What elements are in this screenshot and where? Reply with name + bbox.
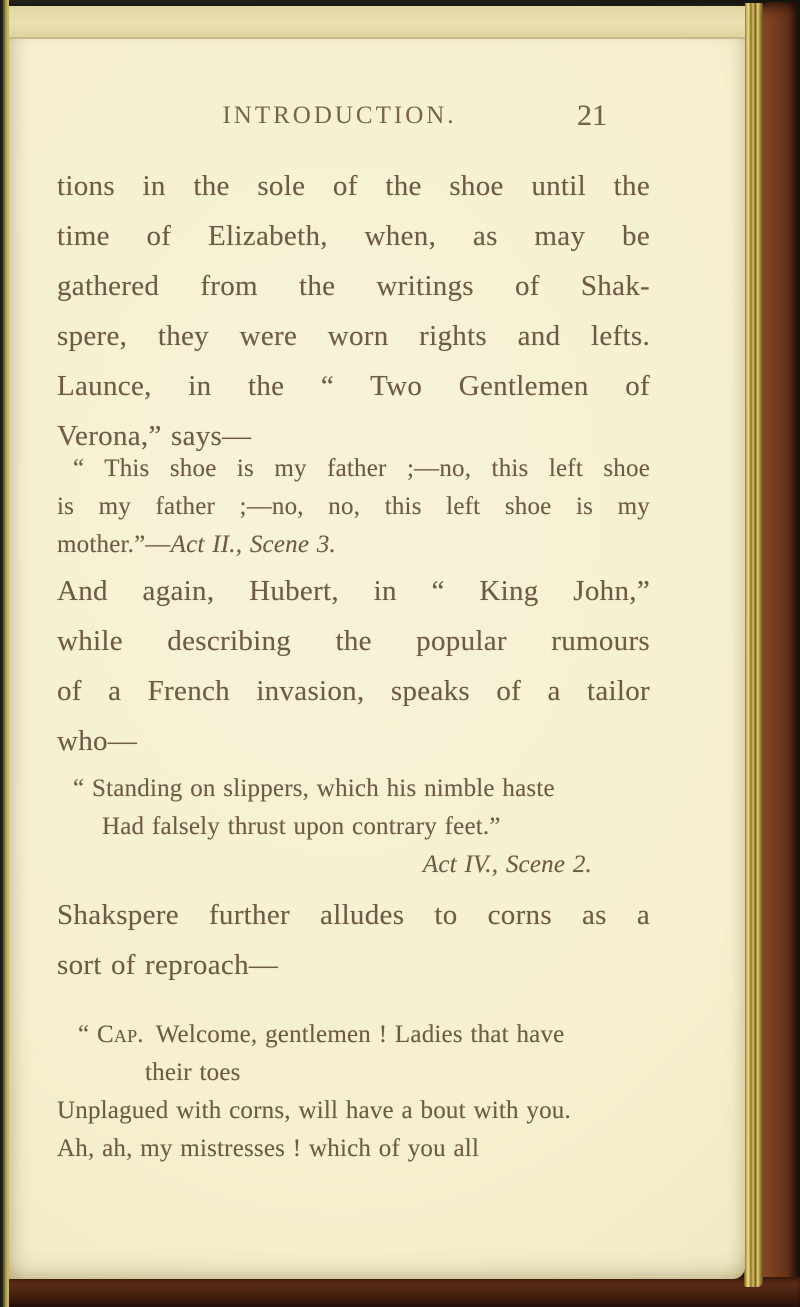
- text-line: [57, 526, 650, 564]
- text-line: Verona,” says—: [57, 420, 252, 452]
- text-line: And again, Hubert, in “ King John,”: [57, 575, 650, 607]
- open-quote: “: [78, 1021, 97, 1048]
- text-line: Shakspere further alludes to corns as a: [57, 899, 650, 931]
- act-scene-citation: Act IV., Scene 2.: [422, 851, 592, 878]
- paragraph-3: [57, 890, 650, 990]
- text-line: Launce, in the “ Two Gentlemen of: [57, 370, 650, 402]
- text-line: Had falsely thrust upon contrary feet.”: [102, 813, 501, 840]
- running-title: INTRODUCTION.: [222, 102, 457, 129]
- top-leaves-edge: [9, 3, 745, 39]
- page-content: [57, 39, 650, 1279]
- paragraph-2: [57, 566, 650, 766]
- speaker-name: Cap.: [97, 1021, 144, 1048]
- text-line: sort of reproach—: [57, 949, 279, 981]
- act-scene-citation: Act II., Scene 3.: [170, 531, 336, 558]
- text-line: while describing the popular rumours: [57, 625, 650, 657]
- text-line: gathered from the writings of Shak-: [57, 270, 650, 302]
- text-line: time of Elizabeth, when, as may be: [57, 220, 650, 252]
- text-line: spere, they were worn rights and lefts.: [57, 320, 650, 352]
- text-line: who—: [57, 725, 138, 757]
- page-number: 21: [577, 99, 607, 132]
- text-line: of a French invasion, speaks of a tailor: [57, 675, 650, 707]
- text-line: their toes: [145, 1059, 241, 1086]
- text-line: tions in the sole of the shoe until the: [57, 170, 650, 202]
- text-line: Ah, ah, my mistresses ! which of you all: [57, 1135, 480, 1162]
- paragraph-1: [57, 161, 650, 461]
- text-line: “ Standing on slippers, which his nimble haste: [73, 775, 555, 802]
- text-line: “ This shoe is my father ;—no, this left shoe: [73, 455, 650, 482]
- blockquote-romeo-juliet: [57, 1016, 650, 1168]
- book-cover-bottom: [0, 1277, 800, 1307]
- gilt-page-edges: [744, 3, 763, 1287]
- text-line: Unplagued with corns, will have a bout with you.: [57, 1097, 571, 1124]
- text-line: [57, 1016, 650, 1054]
- book-cover-right: [761, 2, 797, 1307]
- quote-end: mother.”—: [57, 531, 171, 558]
- page-edge-left: [0, 0, 9, 1307]
- page-header: [57, 99, 650, 134]
- speech-text: Welcome, gentlemen ! Ladies that have: [155, 1021, 565, 1048]
- text-line: is my father ;—no, no, this left shoe is my: [57, 493, 650, 520]
- blockquote-two-gentlemen: [57, 450, 650, 564]
- blockquote-king-john: [57, 770, 650, 884]
- book-page: [9, 39, 745, 1279]
